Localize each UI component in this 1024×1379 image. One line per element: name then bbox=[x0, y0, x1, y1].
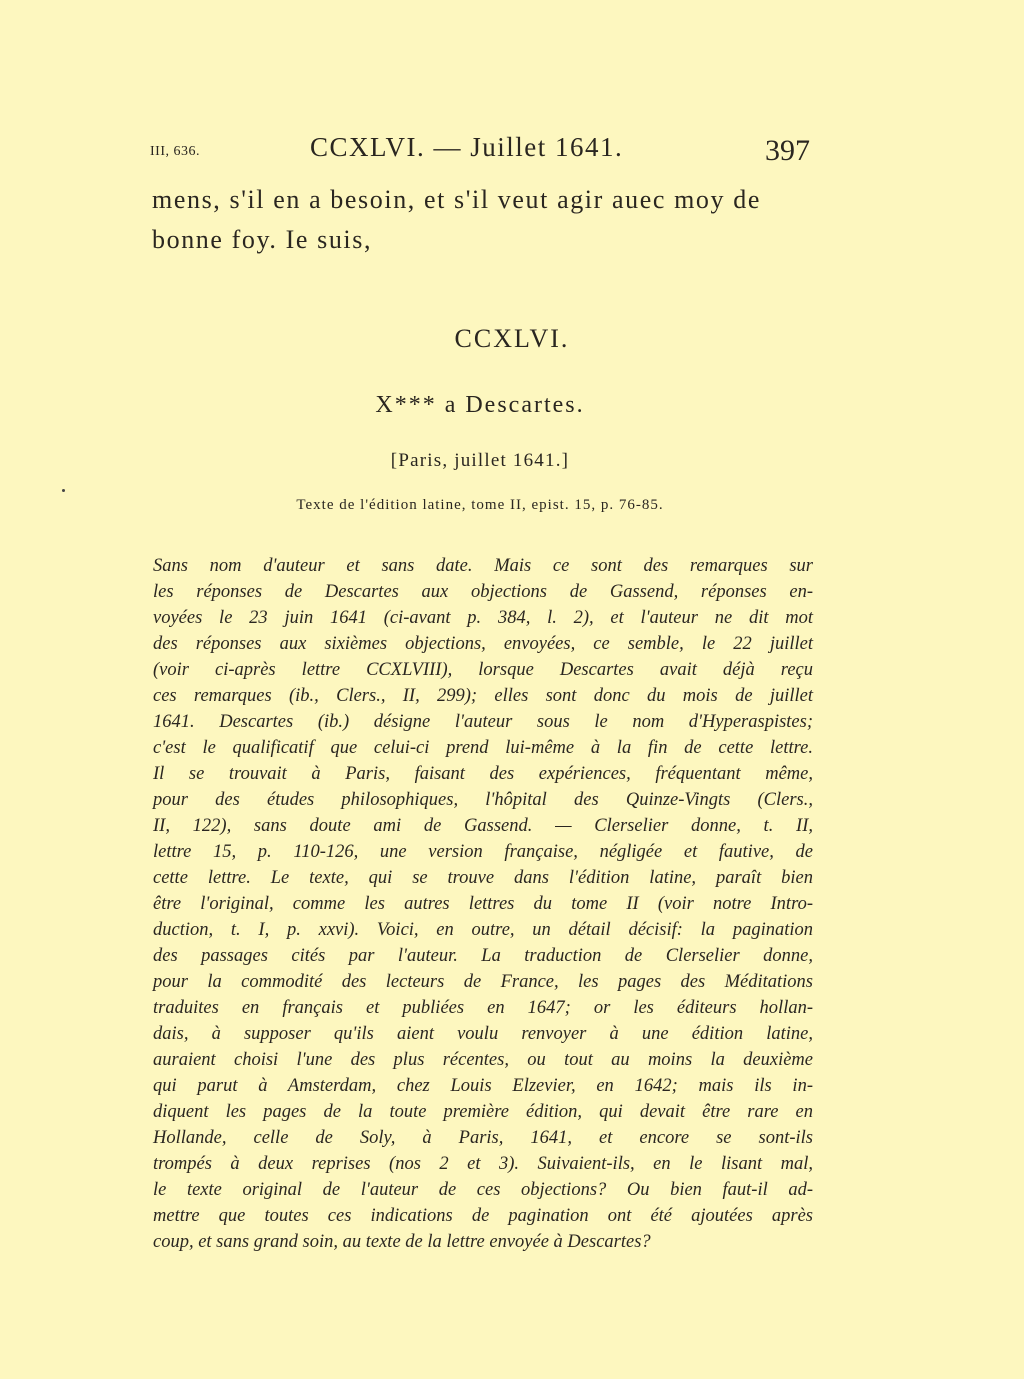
letter-date: [Paris, juillet 1641.] bbox=[390, 450, 570, 471]
note-line: Il se trouvait à Paris, faisant des expériences, fréquentant même, bbox=[153, 764, 813, 784]
note-line: des passages cités par l'auteur. La traduction de Clerselier donne, bbox=[153, 946, 813, 966]
note-line: Sans nom d'auteur et sans date. Mais ce sont des remarques sur bbox=[153, 556, 813, 576]
note-line: II, 122), sans doute ami de Gassend. — Clerselier donne, t. II, bbox=[153, 816, 813, 836]
note-line: mettre que toutes ces indications de pagination ont été ajoutées après bbox=[153, 1206, 813, 1226]
note-line: coup, et sans grand soin, au texte de la lettre envoyée à Descartes? bbox=[153, 1232, 651, 1252]
note-line: lettre 15, p. 110-126, une version française, négligée et fautive, de bbox=[153, 842, 813, 862]
letter-title: X*** a Descartes. bbox=[375, 392, 585, 418]
source-note: Texte de l'édition latine, tome II, epist. 15, p. 76-85. bbox=[296, 497, 664, 513]
header-title: CCXLVI. — Juillet 1641. bbox=[310, 132, 624, 162]
note-line: être l'original, comme les autres lettres du tome II (voir notre Intro- bbox=[153, 894, 813, 914]
header-reference: III, 636. bbox=[150, 144, 200, 159]
note-line: ces remarques (ib., Clers., II, 299); elles sont donc du mois de juillet bbox=[153, 686, 813, 706]
note-line: c'est le qualificatif que celui-ci prend lui-même à la fin de cette lettre. bbox=[153, 738, 813, 758]
previous-letter-ending bbox=[152, 180, 812, 260]
note-line: auraient choisi l'une des plus récentes, ou tout au moins la deuxième bbox=[153, 1050, 813, 1070]
note-line: diquent les pages de la toute première édition, qui devait être rare en bbox=[153, 1102, 813, 1122]
note-line: duction, t. I, p. xxvi). Voici, en outre, un détail décisif: la pagination bbox=[153, 920, 813, 940]
note-line: cette lettre. Le texte, qui se trouve dans l'édition latine, paraît bien bbox=[153, 868, 813, 888]
note-line: (voir ci-après lettre CCXLVIII), lorsque Descartes avait déjà reçu bbox=[153, 660, 813, 680]
note-line: traduites en français et publiées en 1647; or les éditeurs hollan- bbox=[153, 998, 813, 1018]
note-line: qui parut à Amsterdam, chez Louis Elzevier, en 1642; mais ils in- bbox=[153, 1076, 813, 1096]
note-line: dais, à supposer qu'ils aient voulu renvoyer à une édition latine, bbox=[153, 1024, 813, 1044]
note-line: 1641. Descartes (ib.) désigne l'auteur sous le nom d'Hyperaspistes; bbox=[153, 712, 813, 732]
note-line: pour la commodité des lecteurs de France, les pages des Méditations bbox=[153, 972, 813, 992]
page-number: 397 bbox=[765, 134, 810, 167]
note-line: les réponses de Descartes aux objections de Gassend, réponses en- bbox=[153, 582, 813, 602]
continuation-line: mens, s'il en a besoin, et s'il veut agir auec moy de bbox=[152, 185, 761, 214]
continuation-line: bonne foy. Ie suis, bbox=[152, 225, 373, 254]
note-line: le texte original de l'auteur de ces objections? Ou bien faut-il ad- bbox=[153, 1180, 813, 1200]
note-line: pour des études philosophiques, l'hôpital des Quinze-Vingts (Clers., bbox=[153, 790, 813, 810]
note-line: voyées le 23 juin 1641 (ci-avant p. 384, l. 2), et l'auteur ne dit mot bbox=[153, 608, 813, 628]
note-line: Hollande, celle de Soly, à Paris, 1641, et encore se sont-ils bbox=[153, 1128, 813, 1148]
margin-speck bbox=[62, 489, 65, 492]
note-line: trompés à deux reprises (nos 2 et 3). Suivaient-ils, en le lisant mal, bbox=[153, 1154, 813, 1174]
note-line: des réponses aux sixièmes objections, envoyées, ce semble, le 22 juillet bbox=[153, 634, 813, 654]
editorial-note bbox=[153, 553, 813, 1255]
letter-number: CCXLVI. bbox=[454, 324, 570, 353]
running-header bbox=[150, 132, 810, 176]
